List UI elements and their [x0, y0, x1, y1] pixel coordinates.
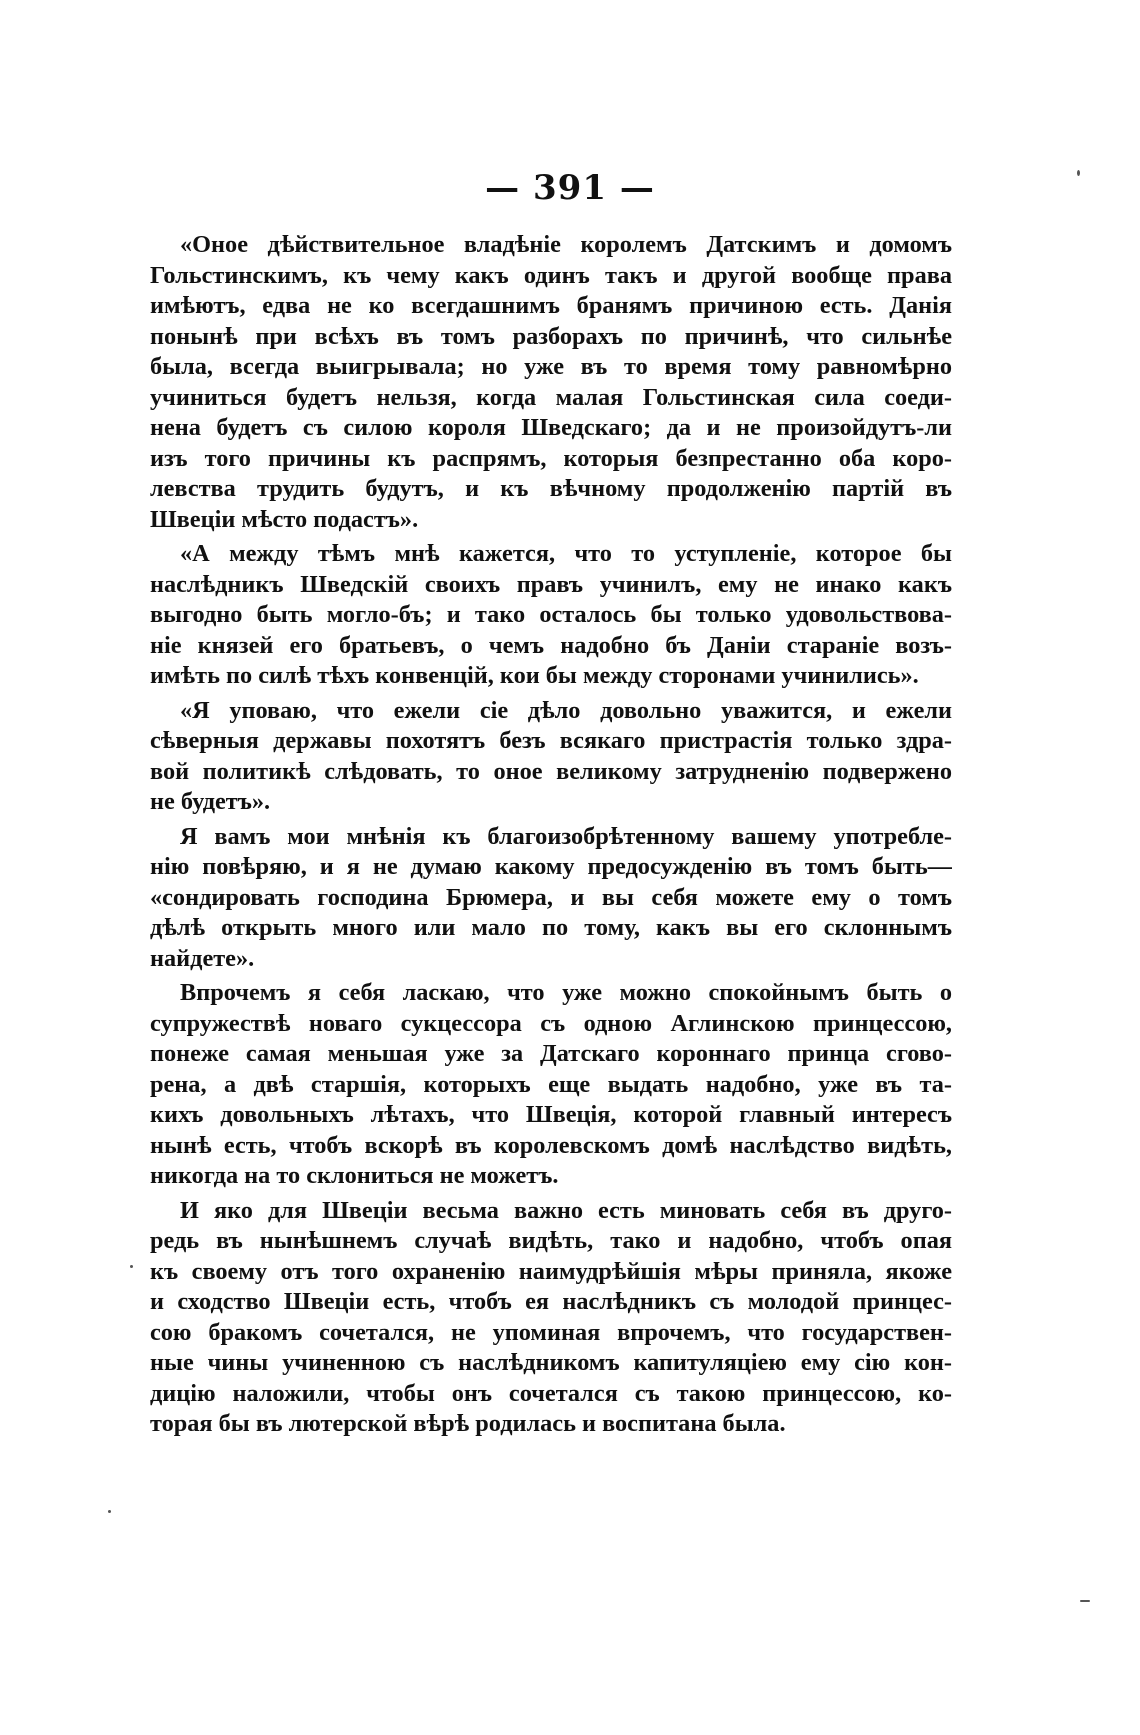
text-line: сою бракомъ сочетался, не упоминая впрочемъ, что государствен-	[150, 1318, 952, 1346]
text-line: «Оное дѣйствительное владѣніе королемъ Датскимъ и домомъ	[180, 231, 952, 258]
paragraph-3	[150, 696, 952, 818]
text-line: имѣютъ, едва не ко всегдашнимъ бранямъ причиною есть. Данія	[150, 292, 952, 319]
text-line: рена, а двѣ старшія, которыхъ еще выдать надобно, уже въ та-	[150, 1070, 952, 1098]
paragraph-1	[150, 230, 952, 535]
text-line: понынѣ при всѣхъ въ томъ разборахъ по причинѣ, что сильнѣе	[150, 322, 952, 350]
text-line: Гольстинскимъ, къ чему какъ одинъ такъ и другой вообще права	[150, 261, 952, 289]
text-line: Швеціи мѣсто подастъ».	[150, 505, 419, 533]
text-line: ніе князей его братьевъ, о чемъ надобно бъ Даніи стараніе возъ-	[150, 631, 952, 659]
text-line: «А между тѣмъ мнѣ кажется, что то уступленіе, которое бы	[180, 540, 952, 567]
text-line: не будетъ».	[150, 788, 271, 815]
text-line: Я вамъ мои мнѣнія къ благоизобрѣтенному вашему употребле-	[180, 822, 952, 850]
text-line: понеже самая меньшая уже за Датскаго короннаго принца сгово-	[150, 1040, 952, 1067]
text-line: была, всегда выигрывала; но уже въ то время тому равномѣрно	[150, 353, 952, 380]
body-text	[150, 230, 952, 1444]
paragraph-4	[150, 822, 952, 975]
scan-speck	[1077, 170, 1080, 176]
text-line: «сондировать господина Брюмера, и вы себя можете ему о томъ	[150, 883, 952, 911]
text-line: къ своему отъ того охраненію наимудрѣйшія мѣры приняла, якоже	[150, 1257, 952, 1285]
text-line: Впрочемъ я себя ласкаю, что уже можно спокойнымъ быть о	[180, 979, 952, 1006]
text-line: и сходство Швеціи есть, чтобъ ея наслѣдникъ съ молодой принцес-	[150, 1288, 952, 1315]
text-line: имѣть по силѣ тѣхъ конвенцій, кои бы между сторонами учинились».	[150, 662, 919, 689]
paragraph-2	[150, 539, 952, 692]
text-line: И яко для Швеціи весьма важно есть миновать себя въ друго-	[180, 1196, 952, 1224]
scan-speck	[108, 1510, 111, 1513]
text-line: левства трудить будутъ, и къ вѣчному продолженію партій въ	[150, 475, 952, 502]
text-line: никогда на то склониться не можетъ.	[150, 1162, 559, 1189]
text-line: учиниться будетъ нельзя, когда малая Гольстинская сила соеди-	[150, 383, 952, 411]
text-line: дицію наложили, чтобы онъ сочетался съ такою принцессою, ко-	[150, 1379, 952, 1407]
text-line: редь въ нынѣшнемъ случаѣ видѣть, тако и надобно, чтобъ опая	[150, 1227, 952, 1254]
paragraph-6	[150, 1196, 952, 1440]
text-line: ные чины учиненною съ наслѣдникомъ капитуляціею ему сію кон-	[150, 1349, 952, 1376]
text-line: супружествѣ новаго сукцессора съ одною Аглинскою принцессою,	[150, 1009, 952, 1037]
text-line: нію повѣряю, и я не думаю какому предосужденію въ томъ быть—	[150, 853, 952, 880]
text-line: найдете».	[150, 944, 255, 972]
paragraph-5	[150, 978, 952, 1192]
text-line: вой политикѣ слѣдовать, то оное великому затрудненію подвержено	[150, 757, 952, 785]
text-line: кихъ довольныхъ лѣтахъ, что Швеція, которой главный интересъ	[150, 1101, 952, 1128]
scan-speck	[130, 1265, 133, 1268]
text-line: изъ того причины къ распрямъ, которыя безпрестанно оба коро-	[150, 444, 952, 472]
text-line: «Я уповаю, что ежели сіе дѣло довольно уважится, и ежели	[180, 696, 952, 724]
text-line: торая бы въ лютерской вѣрѣ родилась и воспитана была.	[150, 1410, 786, 1437]
scan-speck	[1080, 1600, 1090, 1602]
text-line: сѣверныя державы похотятъ безъ всякаго пристрастія только здра-	[150, 727, 952, 754]
text-line: дѣлѣ открыть много или мало по тому, какъ вы его склоннымъ	[150, 914, 952, 941]
page-number: — 391 —	[485, 168, 655, 208]
text-line: нынѣ есть, чтобъ вскорѣ въ королевскомъ домѣ наслѣдство видѣть,	[150, 1131, 952, 1159]
text-line: наслѣдникъ Шведскій своихъ правъ учинилъ, ему не инако какъ	[150, 570, 952, 598]
text-line: выгодно быть могло-бъ; и тако осталось бы только удовольствова-	[150, 601, 952, 628]
text-line: нена будетъ съ силою короля Шведскаго; да и не произойдутъ-ли	[150, 414, 952, 441]
